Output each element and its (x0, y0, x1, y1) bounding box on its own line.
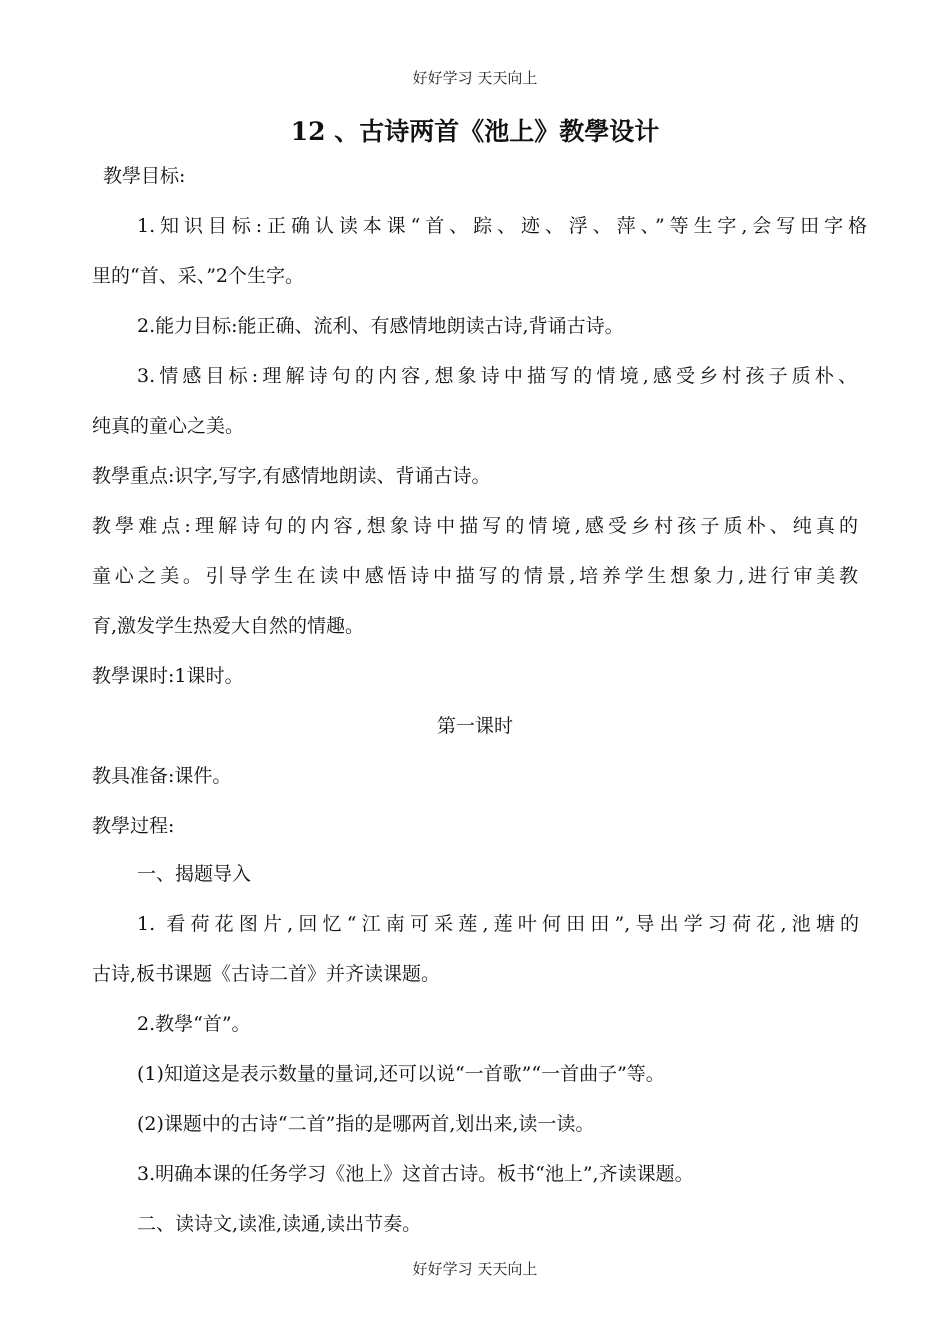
step-one-item-2: 2.教學“首”。 (137, 1013, 251, 1035)
objective-emotion: 3.情感目标:理解诗句的内容,想象诗中描写的情境,感受乡村孩子质朴、 (137, 365, 857, 387)
step-one-item-1-cont: 古诗,板书课题《古诗二首》并齐读课题。 (92, 963, 441, 985)
step-one-item-1: 1. 看荷花图片,回忆“江南可采莲,莲叶何田田”,导出学习荷花,池塘的 (137, 913, 859, 935)
objective-emotion-cont: 纯真的童心之美。 (92, 415, 245, 437)
page-header: 好好学习 天天向上 (412, 69, 538, 87)
page-footer: 好好学习 天天向上 (412, 1260, 538, 1278)
key-points: 教學重点:识字,写字,有感情地朗读、背诵古诗。 (92, 465, 491, 487)
teaching-aids: 教具准备:课件。 (92, 765, 232, 787)
section-heading: 第一课时 (436, 715, 513, 737)
objective-knowledge-cont: 里的“首、采、”2个生字。 (92, 265, 305, 287)
difficult-points-cont: 童心之美。引导学生在读中感悟诗中描写的情景,培养学生想象力,进行审美教 (92, 565, 858, 587)
difficult-points-end: 育,激发学生热爱大自然的情趣。 (92, 615, 365, 637)
lesson-hours: 教學课时:1课时。 (92, 665, 244, 687)
step-two-heading: 二、读诗文,读准,读通,读出节奏。 (137, 1213, 422, 1235)
step-one-heading: 一、揭题导入 (137, 863, 252, 885)
objective-knowledge: 1.知识目标:正确认读本课“首、踪、迹、浮、萍、”等生字,会写田字格 (137, 215, 867, 237)
step-one-item-3: 3.明确本课的任务学习《池上》这首古诗。板书“池上”,齐读课题。 (137, 1163, 694, 1185)
difficult-points: 教學难点:理解诗句的内容,想象诗中描写的情境,感受乡村孩子质朴、纯真的 (92, 515, 858, 537)
objectives-heading: 教學目标: (103, 165, 186, 187)
process-heading: 教學过程: (92, 815, 175, 837)
objective-ability: 2.能力目标:能正确、流利、有感情地朗读古诗,背诵古诗。 (137, 315, 624, 337)
step-one-item-2-sub-1: (1)知道这是表示数量的量词,还可以说“一首歌”“一首曲子”等。 (137, 1063, 665, 1085)
step-one-item-2-sub-2: (2)课题中的古诗“二首”指的是哪两首,划出来,读一读。 (137, 1113, 595, 1135)
document-title: 12 、古诗两首《池上》教學设计 (290, 117, 660, 146)
